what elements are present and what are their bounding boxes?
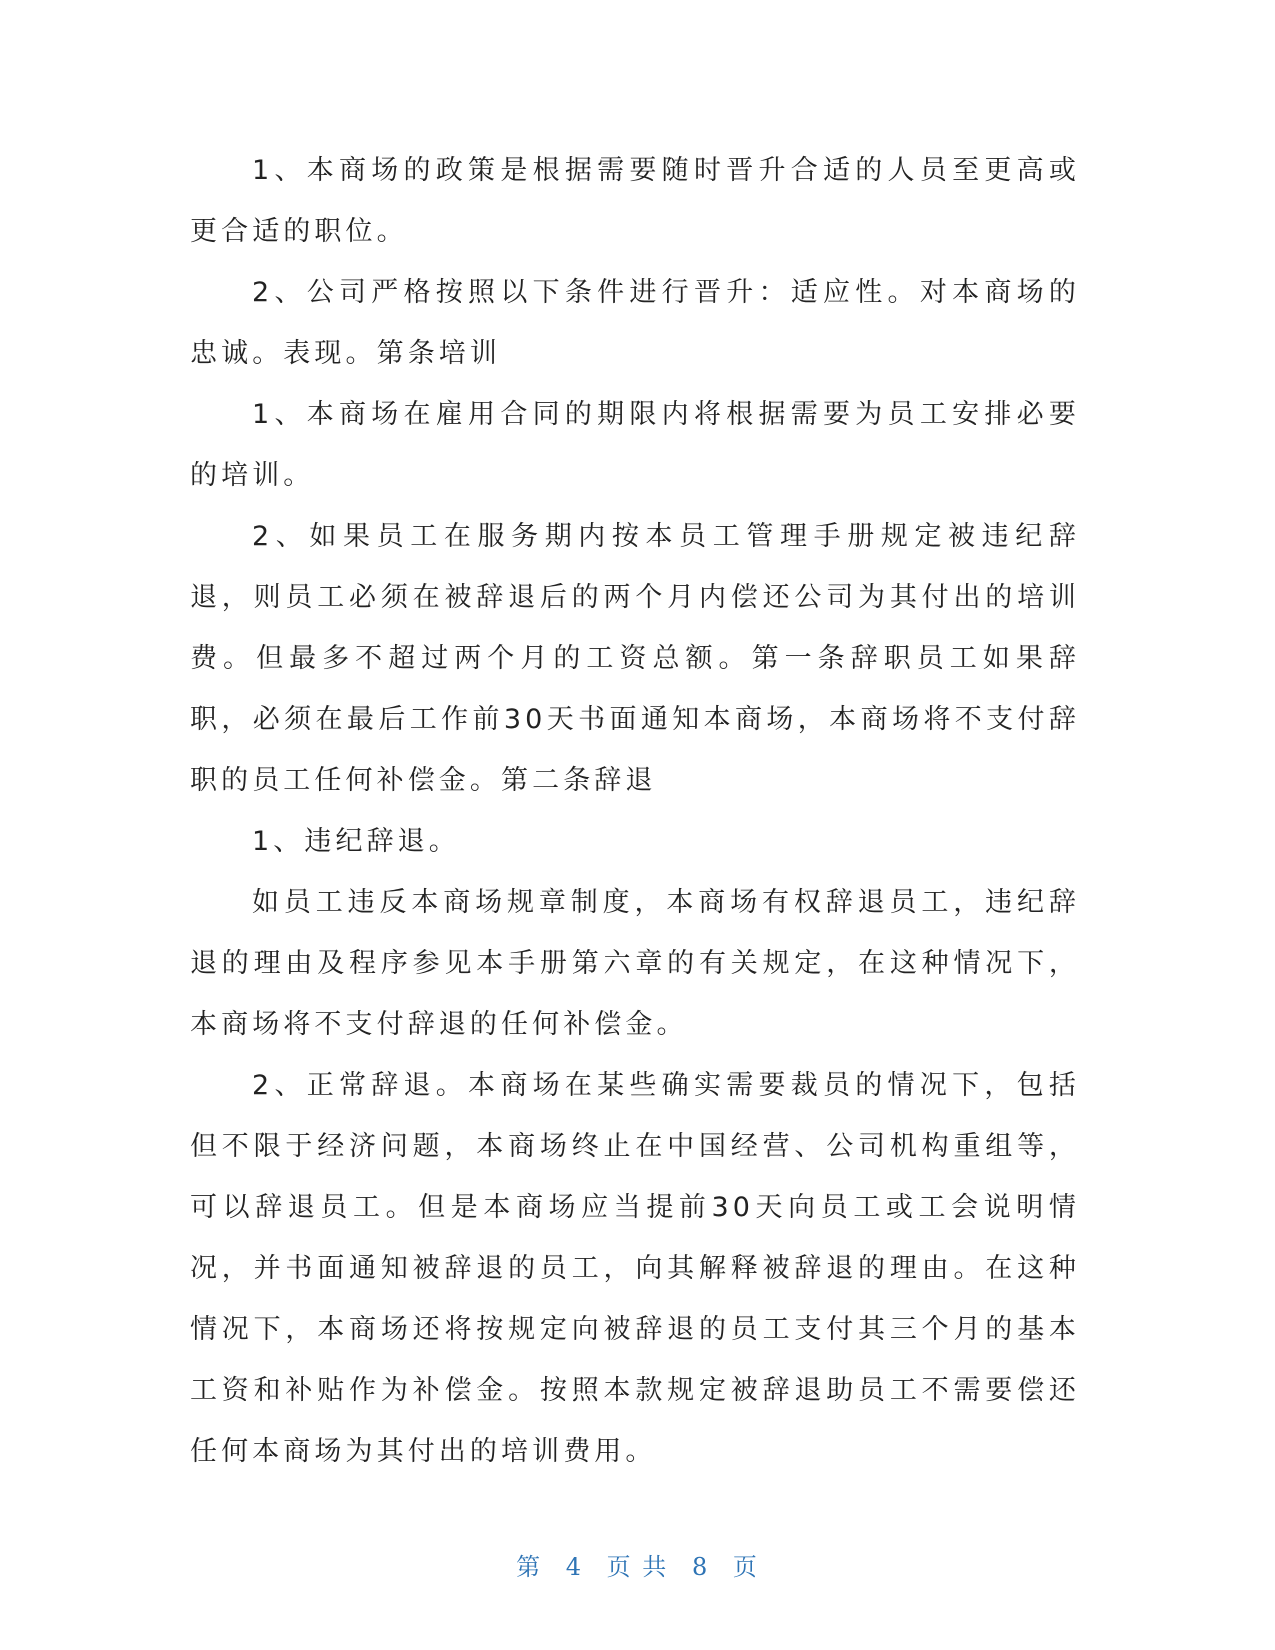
- footer-suffix: 页: [732, 1553, 759, 1581]
- paragraph-5: 1、违纪辞退。: [252, 826, 460, 857]
- footer-total-pages: 8: [691, 1553, 710, 1581]
- paragraph-2: 2、公司严格按照以下条件进行晋升：适应性。对本商场的忠诚。表现。第条培训: [190, 277, 1080, 369]
- paragraph-7: 2、正常辞退。本商场在某些确实需要裁员的情况下，包括但不限于经济问题，本商场终止在中国经营、公司机构重组等，可以辞退员工。但是本商场应当提前30天向员工或工会说明情况，并书面通知被辞退的员工，向其解释被辞退的理由。在这种情况下，本商场还将按规定向被辞退的员工支付其三个月的基本工资和补贴作为补偿金。按照本款规定被辞退助员工不需要偿还任何本商场为其付出的培训费用。: [190, 1070, 1080, 1467]
- footer-middle: 页 共: [606, 1553, 669, 1581]
- paragraph-1: 1、本商场的政策是根据需要随时晋升合适的人员至更高或更合适的职位。: [190, 155, 1080, 247]
- footer-prefix: 第: [516, 1553, 543, 1581]
- document-body: [190, 140, 1080, 1482]
- page-footer: [0, 1547, 1275, 1582]
- paragraph-4: 2、如果员工在服务期内按本员工管理手册规定被违纪辞退，则员工必须在被辞退后的两个月内偿还公司为其付出的培训费。但最多不超过两个月的工资总额。第一条辞职员工如果辞职，必须在最后工作前30天书面通知本商场，本商场将不支付辞职的员工任何补偿金。第二条辞退: [190, 521, 1080, 796]
- paragraph-3: 1、本商场在雇用合同的期限内将根据需要为员工安排必要的培训。: [190, 399, 1080, 491]
- footer-current-page: 4: [565, 1553, 584, 1581]
- paragraph-6: 如员工违反本商场规章制度，本商场有权辞退员工，违纪辞退的理由及程序参见本手册第六章的有关规定，在这种情况下，本商场将不支付辞退的任何补偿金。: [190, 887, 1080, 1040]
